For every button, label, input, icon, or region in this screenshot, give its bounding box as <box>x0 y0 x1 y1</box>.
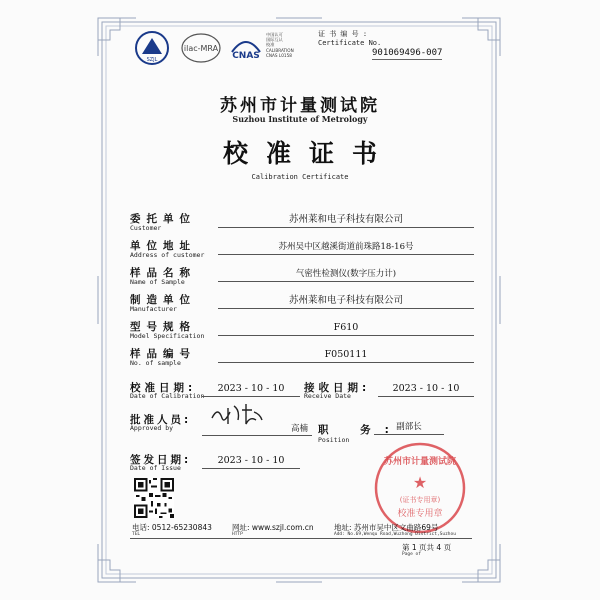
footer-divider <box>130 538 472 539</box>
szjl-logo-icon <box>134 30 170 66</box>
cert-no-value: 901069496-007 <box>372 48 443 58</box>
field-value: F050111 <box>218 348 474 363</box>
footer-phone: 电话: 0512-65230843 <box>132 523 212 532</box>
footer-phone-en: TEL <box>132 532 141 537</box>
field-label-cn: 样品编号 <box>130 348 196 360</box>
seal-text-top: 苏州市计量测试院 <box>383 457 457 467</box>
position-value: 副部长 <box>374 420 444 435</box>
footer-website-en: HTTP <box>232 532 243 537</box>
footer-page-number: 第 1 页共 4 页 <box>402 543 452 552</box>
footer-address-en: Add: No.69,Wenqu Road,Wuzhong District,Suzhou <box>334 532 456 537</box>
cert-no-label-cn: 证 书 编 号 : <box>318 30 368 38</box>
field-value: 苏州吴中区越溪街道前珠路18-16号 <box>218 240 474 255</box>
receive-date-label-cn: 接收日期: <box>304 382 371 394</box>
position-label-cn: 职 务: <box>318 424 403 436</box>
cert-no-label-en: Certificate No. <box>318 39 382 47</box>
ilac-mra-logo-icon <box>180 30 222 66</box>
field-value: 气密性检测仪(数字压力计) <box>218 267 474 282</box>
certificate-title-cn: 校准证书 <box>222 139 395 168</box>
footer-page-number-en: Page of <box>402 552 421 557</box>
cert-no-label <box>318 30 381 48</box>
issue-date-value: 2023 - 10 - 10 <box>202 454 300 469</box>
field-label-cn: 型号规格 <box>130 321 196 333</box>
footer-address: 地址: 苏州市吴中区文曲路69号 <box>334 523 439 532</box>
field-value: 苏州莱和电子科技有限公司 <box>218 294 474 309</box>
institute-name-en: Suzhou Institute of Metrology <box>232 114 368 124</box>
field-value: 苏州莱和电子科技有限公司 <box>218 213 474 228</box>
svg-text:SZJL: SZJL <box>146 57 158 63</box>
svg-text:CNAS: CNAS <box>232 51 260 61</box>
institute-name-cn: 苏州市计量测试院 <box>220 96 380 116</box>
field-label-en: Address of customer <box>130 251 205 259</box>
issue-date-label-en: Date of Issue <box>130 464 181 472</box>
field-label-cn: 样品名称 <box>130 267 196 279</box>
field-label-en: No. of sample <box>130 359 181 367</box>
field-label-cn: 制造单位 <box>130 294 196 306</box>
approver-label-en: Approved by <box>130 424 174 432</box>
calibration-date-value: 2023 - 10 - 10 <box>202 382 300 397</box>
field-label-en: Manufacturer <box>130 305 177 313</box>
certificate-title-en: Calibration Certificate <box>251 173 349 181</box>
receive-date-value: 2023 - 10 - 10 <box>378 382 474 397</box>
field-label-cn: 委托单位 <box>130 213 196 225</box>
field-label-en: Name of Sample <box>130 278 185 286</box>
svg-text:ilac-MRA: ilac-MRA <box>183 44 219 53</box>
seal-text-mid: (证书专用章) <box>399 496 441 504</box>
field-value: F610 <box>218 321 474 336</box>
seal-star-icon: ★ <box>412 473 428 492</box>
qr-code-icon <box>134 478 174 518</box>
footer-website: 网址: www.szjl.com.cn <box>232 523 314 532</box>
cnas-logo-icon <box>228 30 264 66</box>
field-label-en: Model Specification <box>130 332 205 340</box>
receive-date-label-en: Receive Date <box>304 392 351 400</box>
issue-date-label-cn: 签发日期: <box>130 454 192 466</box>
approver-name: 高楠 <box>202 422 312 436</box>
field-label-cn: 单位地址 <box>130 240 196 252</box>
seal-text-bottom: 校准专用章 <box>397 509 443 519</box>
approver-label-cn: 批准人员: <box>130 414 192 426</box>
position-label-en: Position <box>318 436 350 444</box>
calibration-date-label-cn: 校准日期: <box>130 382 197 394</box>
calibration-date-label-en: Date of Calibration <box>130 392 205 400</box>
cnas-caption: 中国认可 国际互认 校准 CALIBRATION CNAS L0158 <box>266 32 294 58</box>
field-label-en: Customer <box>130 224 162 232</box>
accreditation-logos <box>134 30 304 68</box>
